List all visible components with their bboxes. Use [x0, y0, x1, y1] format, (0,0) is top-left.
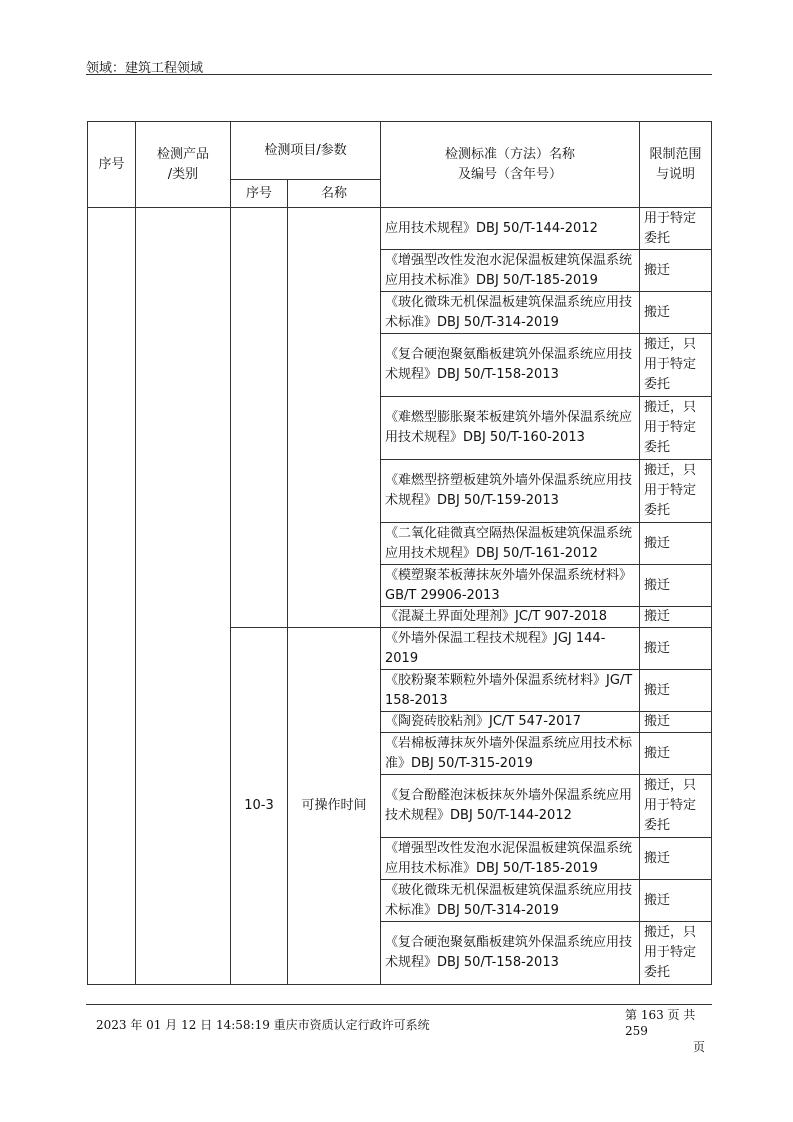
header-item-param: 检测项目/参数 [231, 122, 381, 180]
standard-cell: 《玻化微珠无机保温板建筑保温系统应用技术标准》DBJ 50/T-314-2019 [381, 292, 640, 334]
limit-cell: 搬迁，只用于特定委托 [640, 334, 712, 397]
standard-cell: 应用技术规程》DBJ 50/T-144-2012 [381, 208, 640, 250]
header-item-name: 名称 [288, 180, 381, 208]
item-name-cell: 可操作时间 [288, 628, 381, 985]
product-cell-empty [136, 208, 231, 985]
seq-cell-empty [88, 208, 136, 985]
limit-cell: 搬迁 [640, 628, 712, 670]
standard-cell: 《陶瓷砖胶粘剂》JC/T 547-2017 [381, 712, 640, 733]
header-item-seq: 序号 [231, 180, 288, 208]
standard-cell: 《外墙外保温工程技术规程》JGJ 144-2019 [381, 628, 640, 670]
standard-cell: 《二氧化硅微真空隔热保温板建筑保温系统应用技术规程》DBJ 50/T-161-2012 [381, 523, 640, 565]
limit-cell: 搬迁 [640, 838, 712, 880]
footer-page-line1: 第 163 页 共 259 [625, 1008, 696, 1038]
limit-cell: 搬迁，只用于特定委托 [640, 922, 712, 985]
page-domain-header: 领域：建筑工程领域 [86, 61, 204, 76]
footer-page-line2: 页 [692, 1040, 705, 1054]
standard-cell: 《模塑聚苯板薄抹灰外墙外保温系统材料》GB/T 29906-2013 [381, 565, 640, 607]
limit-cell: 搬迁 [640, 712, 712, 733]
qualification-table [87, 121, 712, 985]
standard-cell: 《复合硬泡聚氨酯板建筑外保温系统应用技术规程》DBJ 50/T-158-2013 [381, 334, 640, 397]
header-standard: 检测标准（方法）名称 及编号（含年号） [381, 122, 640, 208]
item-seq-cell: 10-3 [231, 628, 288, 985]
footer-timestamp: 2023 年 01 月 12 日 14:58:19 重庆市资质认定行政许可系统 [96, 1018, 430, 1032]
item-name-cell-empty [288, 208, 381, 628]
limit-cell: 搬迁 [640, 733, 712, 775]
header-divider [86, 74, 712, 75]
standard-cell: 《难燃型挤塑板建筑外墙外保温系统应用技术规程》DBJ 50/T-159-2013 [381, 460, 640, 523]
header-seq: 序号 [88, 122, 136, 208]
limit-cell: 搬迁 [640, 523, 712, 565]
standard-cell: 《复合酚醛泡沫板抹灰外墙外保温系统应用技术规程》DBJ 50/T-144-2012 [381, 775, 640, 838]
limit-cell: 搬迁 [640, 880, 712, 922]
header-product: 检测产品 /类别 [136, 122, 231, 208]
item-seq-cell-empty [231, 208, 288, 628]
standard-cell: 《难燃型膨胀聚苯板建筑外墙外保温系统应用技术规程》DBJ 50/T-160-2013 [381, 397, 640, 460]
standard-cell: 《混凝土界面处理剂》JC/T 907-2018 [381, 607, 640, 628]
limit-cell: 搬迁 [640, 565, 712, 607]
limit-cell: 搬迁，只用于特定委托 [640, 460, 712, 523]
limit-cell: 用于特定委托 [640, 208, 712, 250]
limit-cell: 搬迁 [640, 292, 712, 334]
standard-cell: 《增强型改性发泡水泥保温板建筑保温系统应用技术标准》DBJ 50/T-185-2019 [381, 250, 640, 292]
limit-cell: 搬迁，只用于特定委托 [640, 775, 712, 838]
standard-cell: 《玻化微珠无机保温板建筑保温系统应用技术标准》DBJ 50/T-314-2019 [381, 880, 640, 922]
limit-cell: 搬迁 [640, 670, 712, 712]
standard-cell: 《复合硬泡聚氨酯板建筑外保温系统应用技术规程》DBJ 50/T-158-2013 [381, 922, 640, 985]
header-limit: 限制范围 与说明 [640, 122, 712, 208]
limit-cell: 搬迁 [640, 607, 712, 628]
table-row [88, 208, 712, 250]
limit-cell: 搬迁，只用于特定委托 [640, 397, 712, 460]
standard-cell: 《增强型改性发泡水泥保温板建筑保温系统应用技术标准》DBJ 50/T-185-2019 [381, 838, 640, 880]
standard-cell: 《胶粉聚苯颗粒外墙外保温系统材料》JG/T 158-2013 [381, 670, 640, 712]
footer-divider [86, 1004, 712, 1005]
limit-cell: 搬迁 [640, 250, 712, 292]
footer-page-number [625, 1007, 715, 1055]
standard-cell: 《岩棉板薄抹灰外墙外保温系统应用技术标准》DBJ 50/T-315-2019 [381, 733, 640, 775]
